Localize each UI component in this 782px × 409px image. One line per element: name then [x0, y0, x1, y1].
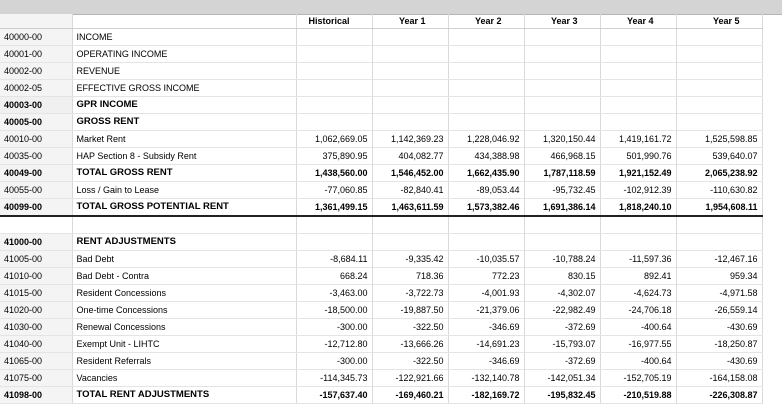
value-cell[interactable]: -15,793.07 — [524, 336, 600, 353]
table-row — [0, 370, 762, 387]
value-cell[interactable]: 772.23 — [448, 268, 524, 285]
value-cell[interactable]: 1,142,369.23 — [372, 131, 448, 148]
value-cell[interactable] — [600, 80, 676, 97]
column-letter-strip — [0, 0, 782, 15]
value-cell[interactable]: 1,573,382.46 — [448, 199, 524, 217]
table-row — [0, 336, 762, 353]
value-cell[interactable]: 1,546,452.00 — [372, 165, 448, 182]
value-cell[interactable] — [600, 97, 676, 114]
table-row — [0, 353, 762, 370]
column-header[interactable]: Year 1 — [372, 14, 448, 29]
account-code-cell[interactable]: 41040-00 — [0, 336, 72, 353]
table-row — [0, 97, 762, 114]
value-cell[interactable] — [372, 97, 448, 114]
value-cell[interactable]: -95,732.45 — [524, 182, 600, 199]
value-cell[interactable] — [372, 63, 448, 80]
value-cell[interactable]: -300.00 — [296, 353, 372, 370]
value-cell[interactable]: 501,990.76 — [600, 148, 676, 165]
value-cell[interactable]: -4,971.58 — [676, 285, 762, 302]
account-code-cell[interactable]: 40003-00 — [0, 97, 72, 114]
account-description-cell[interactable]: EFFECTIVE GROSS INCOME — [72, 80, 296, 97]
column-header[interactable]: Historical — [296, 14, 372, 29]
value-cell[interactable]: -19,887.50 — [372, 302, 448, 319]
table-row — [0, 114, 762, 131]
account-code-cell[interactable]: 40002-05 — [0, 80, 72, 97]
value-cell[interactable]: -14,691.23 — [448, 336, 524, 353]
value-cell[interactable]: -430.69 — [676, 319, 762, 336]
value-cell[interactable] — [600, 216, 676, 234]
value-cell[interactable] — [600, 46, 676, 63]
value-cell[interactable]: 1,062,669.05 — [296, 131, 372, 148]
value-cell[interactable]: -210,519.88 — [600, 387, 676, 404]
table-row — [0, 46, 762, 63]
value-cell[interactable] — [448, 234, 524, 251]
account-description-cell[interactable]: TOTAL GROSS POTENTIAL RENT — [72, 199, 296, 217]
value-cell[interactable]: -152,705.19 — [600, 370, 676, 387]
value-cell[interactable]: 434,388.98 — [448, 148, 524, 165]
account-code-cell[interactable]: 41015-00 — [0, 285, 72, 302]
value-cell[interactable]: -12,712.80 — [296, 336, 372, 353]
value-cell[interactable]: -157,637.40 — [296, 387, 372, 404]
value-cell[interactable]: -142,051.34 — [524, 370, 600, 387]
value-cell[interactable] — [372, 80, 448, 97]
value-cell[interactable]: 1,463,611.59 — [372, 199, 448, 217]
value-cell[interactable]: -102,912.39 — [600, 182, 676, 199]
account-description-cell[interactable]: TOTAL GROSS RENT — [72, 165, 296, 182]
value-cell[interactable]: 466,968.15 — [524, 148, 600, 165]
value-cell[interactable] — [600, 63, 676, 80]
value-cell[interactable] — [676, 63, 762, 80]
account-description-cell[interactable]: Renewal Concessions — [72, 319, 296, 336]
value-cell[interactable]: -13,666.26 — [372, 336, 448, 353]
value-cell[interactable] — [448, 216, 524, 234]
account-code-cell[interactable]: 41005-00 — [0, 251, 72, 268]
table-row — [0, 29, 762, 46]
value-cell[interactable]: -3,463.00 — [296, 285, 372, 302]
account-description-cell[interactable]: OPERATING INCOME — [72, 46, 296, 63]
value-cell[interactable] — [600, 29, 676, 46]
value-cell[interactable]: -430.69 — [676, 353, 762, 370]
value-cell[interactable] — [676, 216, 762, 234]
account-description-cell[interactable]: INCOME — [72, 29, 296, 46]
value-cell[interactable]: -182,169.72 — [448, 387, 524, 404]
value-cell[interactable] — [448, 63, 524, 80]
account-code-cell[interactable]: 41030-00 — [0, 319, 72, 336]
value-cell[interactable]: 1,361,499.15 — [296, 199, 372, 217]
table-row — [0, 387, 762, 404]
value-cell[interactable] — [524, 97, 600, 114]
value-cell[interactable]: -89,053.44 — [448, 182, 524, 199]
value-cell[interactable]: -300.00 — [296, 319, 372, 336]
table-row — [0, 63, 762, 80]
account-code-cell[interactable]: 41000-00 — [0, 234, 72, 251]
account-code-cell[interactable]: 41098-00 — [0, 387, 72, 404]
column-header[interactable]: Year 2 — [448, 14, 524, 29]
value-cell[interactable]: -9,335.42 — [372, 251, 448, 268]
account-code-cell[interactable]: 40055-00 — [0, 182, 72, 199]
value-cell[interactable] — [296, 234, 372, 251]
value-cell[interactable] — [524, 80, 600, 97]
value-cell[interactable] — [524, 46, 600, 63]
column-header[interactable]: Year 4 — [600, 14, 676, 29]
value-cell[interactable]: -110,630.82 — [676, 182, 762, 199]
value-cell[interactable]: 1,662,435.90 — [448, 165, 524, 182]
value-cell[interactable] — [448, 97, 524, 114]
account-code-cell[interactable]: 40002-00 — [0, 63, 72, 80]
value-cell[interactable]: -82,840.41 — [372, 182, 448, 199]
value-cell[interactable]: 1,228,046.92 — [448, 131, 524, 148]
value-cell[interactable]: 539,640.07 — [676, 148, 762, 165]
account-code-cell[interactable]: 41010-00 — [0, 268, 72, 285]
value-cell[interactable]: -195,832.45 — [524, 387, 600, 404]
value-cell[interactable]: -372.69 — [524, 319, 600, 336]
value-cell[interactable]: -226,308.87 — [676, 387, 762, 404]
value-cell[interactable]: -346.69 — [448, 319, 524, 336]
account-description-cell[interactable]: HAP Section 8 - Subsidy Rent — [72, 148, 296, 165]
value-cell[interactable] — [296, 97, 372, 114]
value-cell[interactable] — [372, 114, 448, 131]
value-cell[interactable] — [372, 46, 448, 63]
value-cell[interactable] — [524, 114, 600, 131]
account-description-cell[interactable]: Loss / Gain to Lease — [72, 182, 296, 199]
account-description-cell[interactable]: One-time Concessions — [72, 302, 296, 319]
account-description-cell[interactable]: RENT ADJUSTMENTS — [72, 234, 296, 251]
value-cell[interactable]: -4,001.93 — [448, 285, 524, 302]
account-description-cell[interactable]: GPR INCOME — [72, 97, 296, 114]
account-code-cell[interactable] — [0, 216, 72, 234]
value-cell[interactable]: -164,158.08 — [676, 370, 762, 387]
table-row — [0, 148, 762, 165]
value-cell[interactable]: -132,140.78 — [448, 370, 524, 387]
account-code-cell[interactable]: 40035-00 — [0, 148, 72, 165]
account-description-cell[interactable]: Market Rent — [72, 131, 296, 148]
value-cell[interactable]: 1,818,240.10 — [600, 199, 676, 217]
table-row — [0, 80, 762, 97]
account-code-cell[interactable]: 41020-00 — [0, 302, 72, 319]
table-row — [0, 268, 762, 285]
value-cell[interactable]: 1,691,386.14 — [524, 199, 600, 217]
value-cell[interactable]: -18,250.87 — [676, 336, 762, 353]
value-cell[interactable]: 1,921,152.49 — [600, 165, 676, 182]
account-description-cell[interactable]: REVENUE — [72, 63, 296, 80]
table-row — [0, 131, 762, 148]
value-cell[interactable] — [296, 114, 372, 131]
column-header[interactable]: Year 3 — [524, 14, 600, 29]
table-row — [0, 216, 762, 234]
value-cell[interactable]: -400.64 — [600, 319, 676, 336]
value-cell[interactable] — [296, 63, 372, 80]
value-cell[interactable] — [372, 234, 448, 251]
value-cell[interactable] — [296, 80, 372, 97]
column-header[interactable]: Year 5 — [676, 14, 762, 29]
account-description-cell[interactable] — [72, 216, 296, 234]
account-description-cell[interactable]: Vacancies — [72, 370, 296, 387]
value-cell[interactable]: -18,500.00 — [296, 302, 372, 319]
account-description-cell[interactable]: Exempt Unit - LIHTC — [72, 336, 296, 353]
value-cell[interactable] — [372, 216, 448, 234]
account-description-cell[interactable]: Bad Debt - Contra — [72, 268, 296, 285]
value-cell[interactable]: -16,977.55 — [600, 336, 676, 353]
value-cell[interactable]: -4,624.73 — [600, 285, 676, 302]
value-cell[interactable]: -372.69 — [524, 353, 600, 370]
value-cell[interactable] — [448, 46, 524, 63]
table-row — [0, 319, 762, 336]
value-cell[interactable]: -12,467.16 — [676, 251, 762, 268]
value-cell[interactable] — [524, 29, 600, 46]
value-cell[interactable]: -26,559.14 — [676, 302, 762, 319]
value-cell[interactable]: -122,921.66 — [372, 370, 448, 387]
value-cell[interactable]: -22,982.49 — [524, 302, 600, 319]
value-cell[interactable]: -322.50 — [372, 319, 448, 336]
account-code-cell[interactable]: 40099-00 — [0, 199, 72, 217]
budget-grid — [0, 14, 763, 404]
account-description-cell[interactable]: Resident Concessions — [72, 285, 296, 302]
account-code-cell[interactable]: 40000-00 — [0, 29, 72, 46]
value-cell[interactable]: -24,706.18 — [600, 302, 676, 319]
value-cell[interactable]: -346.69 — [448, 353, 524, 370]
table-row — [0, 199, 762, 217]
value-cell[interactable] — [448, 29, 524, 46]
header-desc-cell[interactable] — [72, 14, 296, 29]
header-code-cell[interactable] — [0, 14, 72, 29]
value-cell[interactable]: -77,060.85 — [296, 182, 372, 199]
value-cell[interactable]: -400.64 — [600, 353, 676, 370]
value-cell[interactable]: -3,722.73 — [372, 285, 448, 302]
account-description-cell[interactable]: Resident Referrals — [72, 353, 296, 370]
value-cell[interactable]: -4,302.07 — [524, 285, 600, 302]
value-cell[interactable]: 1,419,161.72 — [600, 131, 676, 148]
value-cell[interactable] — [448, 80, 524, 97]
value-cell[interactable]: 375,890.95 — [296, 148, 372, 165]
account-code-cell[interactable]: 41075-00 — [0, 370, 72, 387]
value-cell[interactable] — [676, 46, 762, 63]
table-row — [0, 251, 762, 268]
value-cell[interactable]: 668.24 — [296, 268, 372, 285]
value-cell[interactable] — [600, 114, 676, 131]
value-cell[interactable]: 1,787,118.59 — [524, 165, 600, 182]
value-cell[interactable] — [600, 234, 676, 251]
value-cell[interactable] — [296, 46, 372, 63]
value-cell[interactable]: 2,065,238.92 — [676, 165, 762, 182]
value-cell[interactable] — [524, 216, 600, 234]
value-cell[interactable]: 892.41 — [600, 268, 676, 285]
value-cell[interactable] — [676, 80, 762, 97]
account-description-cell[interactable]: Bad Debt — [72, 251, 296, 268]
column-header-row — [0, 14, 762, 29]
value-cell[interactable] — [676, 234, 762, 251]
value-cell[interactable]: 718.36 — [372, 268, 448, 285]
value-cell[interactable]: 830.15 — [524, 268, 600, 285]
account-description-cell[interactable]: TOTAL RENT ADJUSTMENTS — [72, 387, 296, 404]
value-cell[interactable]: -322.50 — [372, 353, 448, 370]
value-cell[interactable] — [296, 29, 372, 46]
value-cell[interactable] — [524, 234, 600, 251]
value-cell[interactable] — [372, 29, 448, 46]
account-code-cell[interactable]: 40001-00 — [0, 46, 72, 63]
value-cell[interactable]: -169,460.21 — [372, 387, 448, 404]
table-row — [0, 182, 762, 199]
value-cell[interactable]: -10,035.57 — [448, 251, 524, 268]
table-row — [0, 234, 762, 251]
account-code-cell[interactable]: 40010-00 — [0, 131, 72, 148]
value-cell[interactable]: 959.34 — [676, 268, 762, 285]
value-cell[interactable]: 1,438,560.00 — [296, 165, 372, 182]
value-cell[interactable] — [676, 97, 762, 114]
value-cell[interactable] — [296, 216, 372, 234]
table-row — [0, 165, 762, 182]
table-row — [0, 302, 762, 319]
value-cell[interactable]: -11,597.36 — [600, 251, 676, 268]
table-row — [0, 285, 762, 302]
value-cell[interactable] — [524, 63, 600, 80]
value-cell[interactable] — [676, 114, 762, 131]
value-cell[interactable]: -114,345.73 — [296, 370, 372, 387]
value-cell[interactable] — [676, 29, 762, 46]
value-cell[interactable]: -8,684.11 — [296, 251, 372, 268]
value-cell[interactable]: 1,954,608.11 — [676, 199, 762, 217]
value-cell[interactable]: -10,788.24 — [524, 251, 600, 268]
value-cell[interactable]: 1,525,598.85 — [676, 131, 762, 148]
value-cell[interactable]: -21,379.06 — [448, 302, 524, 319]
account-code-cell[interactable]: 40005-00 — [0, 114, 72, 131]
value-cell[interactable] — [448, 114, 524, 131]
account-code-cell[interactable]: 40049-00 — [0, 165, 72, 182]
account-code-cell[interactable]: 41065-00 — [0, 353, 72, 370]
account-description-cell[interactable]: GROSS RENT — [72, 114, 296, 131]
value-cell[interactable]: 404,082.77 — [372, 148, 448, 165]
value-cell[interactable]: 1,320,150.44 — [524, 131, 600, 148]
